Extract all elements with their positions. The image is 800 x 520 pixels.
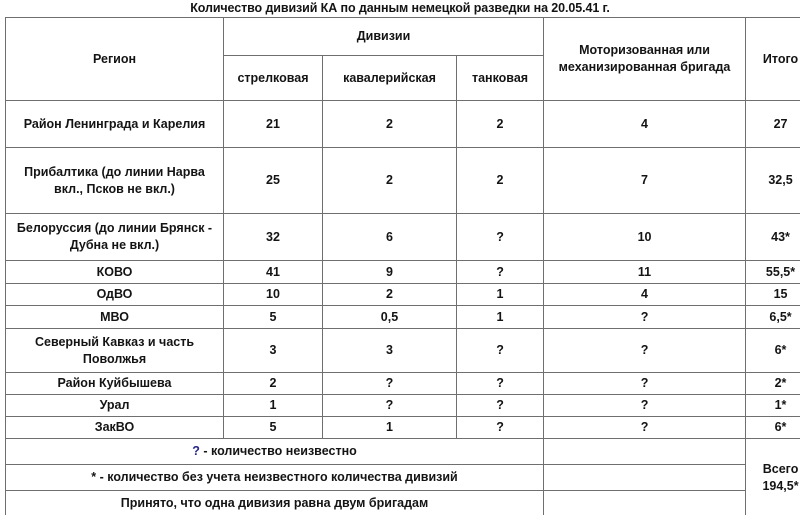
footer-row <box>6 439 800 465</box>
column-header-cavalry: кавалерийская <box>323 56 457 101</box>
table-row <box>6 148 800 214</box>
grand-total-label: Всего <box>762 461 799 476</box>
cell-cavalry: 2 <box>323 101 457 148</box>
cell-brigade: 10 <box>544 214 746 261</box>
cell-region: Прибалтика (до линии Нарва вкл., Псков не вкл.) <box>6 148 224 214</box>
table-row <box>6 101 800 148</box>
cell-tank: 2 <box>457 148 544 214</box>
table-row <box>6 214 800 261</box>
column-header-divisions-group: Дивизии <box>224 18 544 56</box>
cell-cavalry: 0,5 <box>323 306 457 329</box>
cell-brigade: ? <box>544 329 746 373</box>
column-header-brigade: Моторизованная или механизированная бригада <box>544 18 746 101</box>
divisions-table-container <box>5 17 800 515</box>
cell-total: 55,5* <box>746 261 800 284</box>
cell-region: Урал <box>6 395 224 417</box>
cell-total: 6* <box>746 329 800 373</box>
table-body <box>6 101 800 516</box>
table-row <box>6 261 800 284</box>
cell-tank: ? <box>457 329 544 373</box>
footer-row <box>6 465 800 491</box>
footnote-unknown-text: - количество неизвестно <box>199 444 357 459</box>
header-row-group <box>6 18 800 56</box>
footer-spacer <box>544 465 746 491</box>
cell-tank: ? <box>457 395 544 417</box>
cell-region: Белоруссия (до линии Брянск - Дубна не вкл.) <box>6 214 224 261</box>
cell-cavalry: 1 <box>323 417 457 439</box>
cell-total: 43* <box>746 214 800 261</box>
cell-rifle: 21 <box>224 101 323 148</box>
cell-tank: ? <box>457 417 544 439</box>
cell-total: 1* <box>746 395 800 417</box>
cell-tank: 2 <box>457 101 544 148</box>
cell-tank: ? <box>457 261 544 284</box>
grand-total-value: 194,5* <box>762 478 799 493</box>
cell-tank: 1 <box>457 284 544 306</box>
column-header-total: Итого <box>746 18 800 101</box>
cell-total: 6,5* <box>746 306 800 329</box>
cell-cavalry: ? <box>323 395 457 417</box>
grand-total-cell <box>746 439 800 516</box>
cell-rifle: 10 <box>224 284 323 306</box>
cell-brigade: 4 <box>544 101 746 148</box>
footnote-asterisk: * - количество без учета неизвестного количества дивизий <box>6 465 544 491</box>
table-header <box>6 18 800 101</box>
cell-brigade: 7 <box>544 148 746 214</box>
cell-cavalry: 2 <box>323 284 457 306</box>
column-header-tank: танковая <box>457 56 544 101</box>
cell-cavalry: 3 <box>323 329 457 373</box>
cell-cavalry: 9 <box>323 261 457 284</box>
cell-region: Северный Кавказ и часть Поволжья <box>6 329 224 373</box>
table-row <box>6 395 800 417</box>
footnote-assumption: Принято, что одна дивизия равна двум бригадам <box>6 491 544 516</box>
cell-rifle: 32 <box>224 214 323 261</box>
cell-total: 27 <box>746 101 800 148</box>
cell-brigade: ? <box>544 417 746 439</box>
table-row <box>6 417 800 439</box>
cell-total: 15 <box>746 284 800 306</box>
column-header-rifle: стрелковая <box>224 56 323 101</box>
cell-rifle: 5 <box>224 417 323 439</box>
cell-region: КОВО <box>6 261 224 284</box>
cell-tank: ? <box>457 214 544 261</box>
cell-total: 6* <box>746 417 800 439</box>
cell-total: 32,5 <box>746 148 800 214</box>
cell-region: Район Куйбышева <box>6 373 224 395</box>
column-header-region: Регион <box>6 18 224 101</box>
table-row <box>6 329 800 373</box>
cell-region: МВО <box>6 306 224 329</box>
cell-brigade: ? <box>544 306 746 329</box>
cell-tank: ? <box>457 373 544 395</box>
cell-region: ЗакВО <box>6 417 224 439</box>
table-row <box>6 306 800 329</box>
cell-cavalry: 6 <box>323 214 457 261</box>
cell-rifle: 2 <box>224 373 323 395</box>
footnote-unknown-symbol: ? <box>192 444 200 459</box>
footnote-unknown <box>6 439 544 465</box>
cell-rifle: 25 <box>224 148 323 214</box>
cell-total: 2* <box>746 373 800 395</box>
table-row <box>6 373 800 395</box>
cell-rifle: 41 <box>224 261 323 284</box>
cell-region: Район Ленинграда и Карелия <box>6 101 224 148</box>
cell-brigade: 11 <box>544 261 746 284</box>
footer-row <box>6 491 800 516</box>
cell-rifle: 5 <box>224 306 323 329</box>
footer-spacer <box>544 439 746 465</box>
cell-rifle: 3 <box>224 329 323 373</box>
cell-brigade: 4 <box>544 284 746 306</box>
table-row <box>6 284 800 306</box>
cell-rifle: 1 <box>224 395 323 417</box>
cell-region: ОдВО <box>6 284 224 306</box>
page-title: Количество дивизий КА по данным немецкой разведки на 20.05.41 г. <box>190 1 610 15</box>
cell-brigade: ? <box>544 373 746 395</box>
divisions-table <box>5 17 800 515</box>
cell-cavalry: 2 <box>323 148 457 214</box>
cell-cavalry: ? <box>323 373 457 395</box>
footer-spacer <box>544 491 746 516</box>
cell-tank: 1 <box>457 306 544 329</box>
cell-brigade: ? <box>544 395 746 417</box>
